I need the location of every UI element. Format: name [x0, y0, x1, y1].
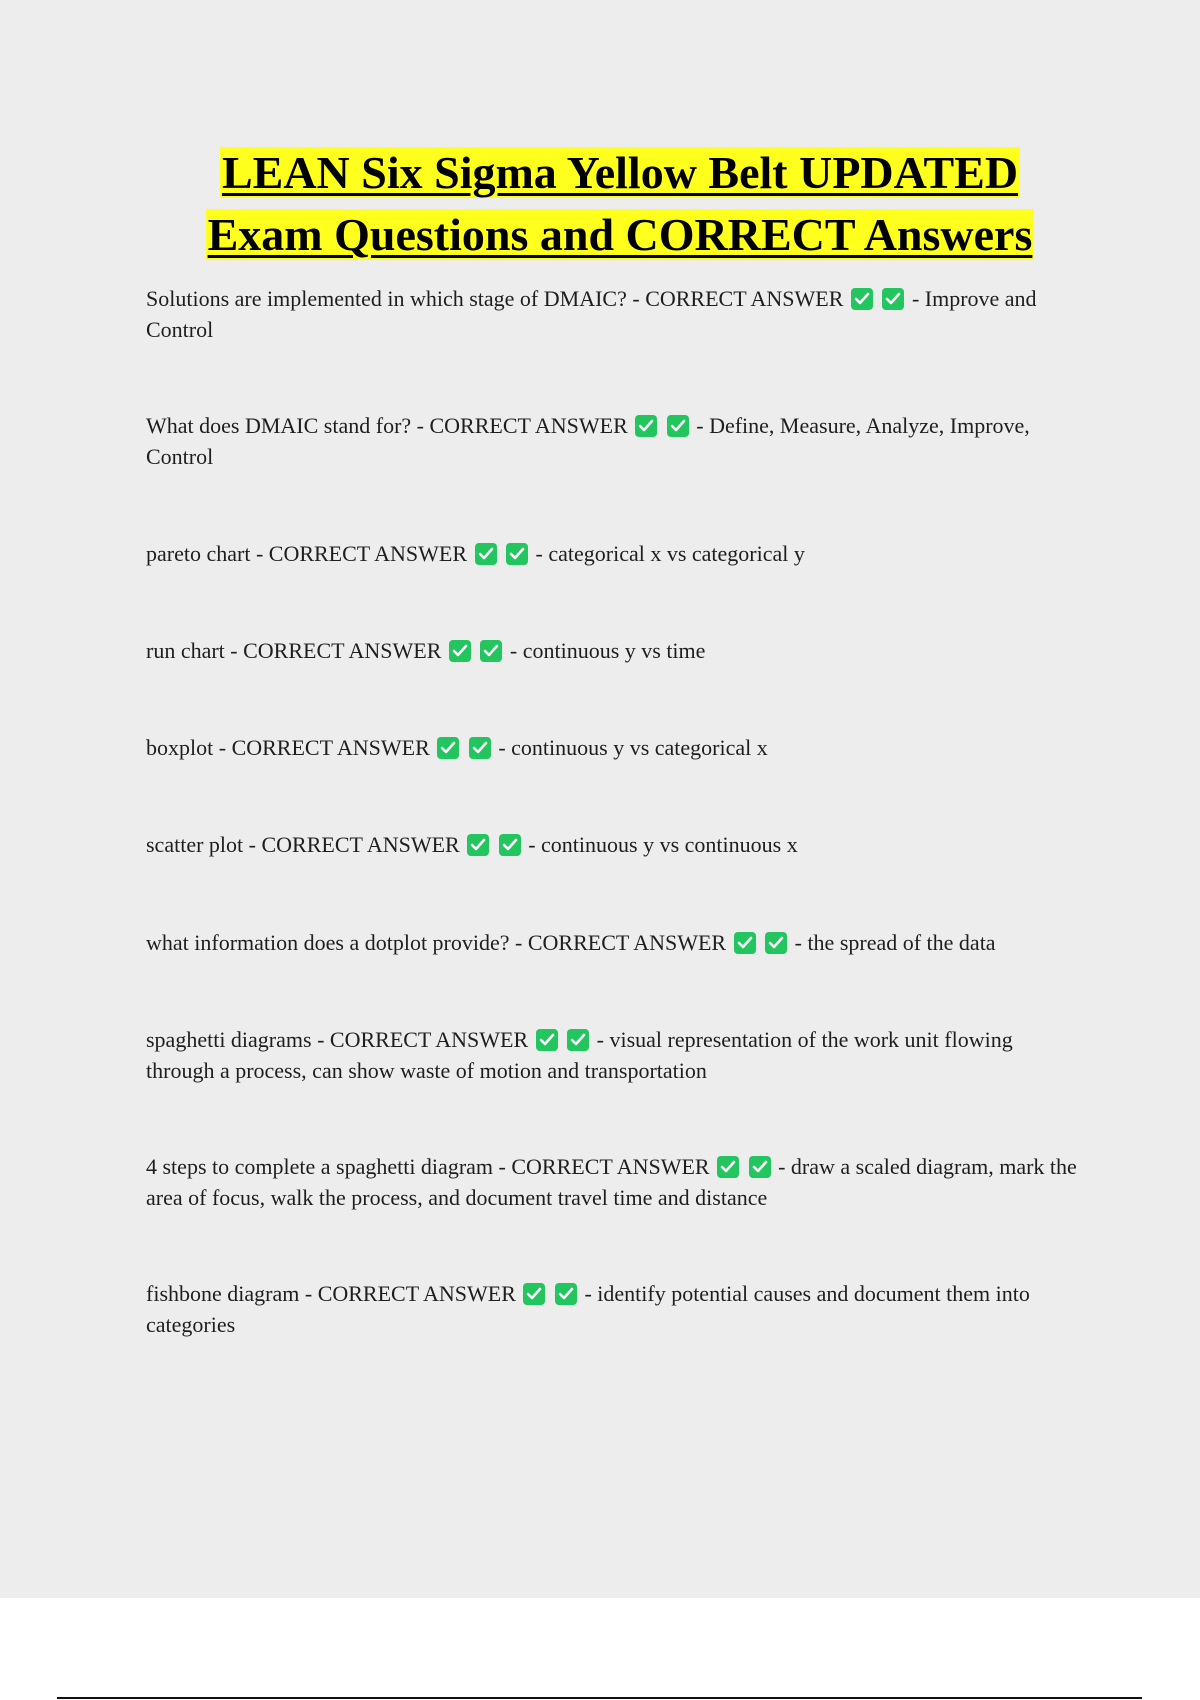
- answer-text: the spread of the data: [807, 930, 996, 955]
- qa-item: What does DMAIC stand for? - CORRECT ANSWER - Define, Measure, Analyze, Improve, Control: [146, 413, 1030, 469]
- correct-answer-label: CORRECT ANSWER: [261, 832, 460, 857]
- qa-item: fishbone diagram - CORRECT ANSWER - identify potential causes and document them into categories: [146, 1281, 1030, 1337]
- question-text: What does DMAIC stand for?: [146, 413, 412, 438]
- question-text: scatter plot: [146, 832, 244, 857]
- question-text: 4 steps to complete a spaghetti diagram: [146, 1154, 494, 1179]
- answer-text: draw a scaled diagram, mark the area of focus, walk the process, and document travel time and distance: [146, 1154, 1077, 1210]
- correct-answer-label: CORRECT ANSWER: [511, 1154, 710, 1179]
- check-mark-icon: [717, 1156, 739, 1178]
- answer-text: identify potential causes and document them into categories: [146, 1281, 1030, 1337]
- question-text: pareto chart: [146, 541, 251, 566]
- qa-item: what information does a dotplot provide? - CORRECT ANSWER - the spread of the data: [146, 930, 996, 955]
- qa-item: pareto chart - CORRECT ANSWER - categorical x vs categorical y: [146, 541, 805, 566]
- answer-text: continuous y vs time: [522, 638, 706, 663]
- correct-answer-label: CORRECT ANSWER: [429, 413, 628, 438]
- answer-text: continuous y vs categorical x: [511, 735, 768, 760]
- check-mark-icon: [506, 543, 528, 565]
- question-text: boxplot: [146, 735, 214, 760]
- qa-item: 4 steps to complete a spaghetti diagram - CORRECT ANSWER - draw a scaled diagram, mark the area of focus, walk the process, and document travel time and distance: [146, 1154, 1077, 1210]
- check-mark-icon: [765, 932, 787, 954]
- check-mark-icon: [480, 640, 502, 662]
- qa-item: run chart - CORRECT ANSWER - continuous y vs time: [146, 638, 706, 663]
- check-mark-icon: [449, 640, 471, 662]
- bottom-divider: [57, 1697, 1142, 1699]
- answer-text: continuous y vs continuous x: [541, 832, 798, 857]
- check-mark-icon: [555, 1283, 577, 1305]
- qa-item: boxplot - CORRECT ANSWER - continuous y vs categorical x: [146, 735, 768, 760]
- check-mark-icon: [635, 415, 657, 437]
- document-title: [0, 142, 1200, 266]
- check-mark-icon: [749, 1156, 771, 1178]
- check-mark-icon: [667, 415, 689, 437]
- check-mark-icon: [475, 543, 497, 565]
- answer-text: categorical x vs categorical y: [548, 541, 805, 566]
- question-text: fishbone diagram: [146, 1281, 300, 1306]
- check-mark-icon: [523, 1283, 545, 1305]
- correct-answer-label: CORRECT ANSWER: [231, 735, 430, 760]
- check-mark-icon: [882, 288, 904, 310]
- title-line-2: Exam Questions and CORRECT Answers: [207, 209, 1033, 260]
- answer-text: Define, Measure, Analyze, Improve, Control: [146, 413, 1030, 469]
- question-text: Solutions are implemented in which stage of DMAIC?: [146, 286, 627, 311]
- correct-answer-label: CORRECT ANSWER: [243, 638, 442, 663]
- correct-answer-label: CORRECT ANSWER: [268, 541, 468, 566]
- check-mark-icon: [734, 932, 756, 954]
- answer-text: Improve and Control: [146, 286, 1037, 342]
- check-mark-icon: [851, 288, 873, 310]
- check-mark-icon: [499, 834, 521, 856]
- qa-item: spaghetti diagrams - CORRECT ANSWER - visual representation of the work unit flowing through a process, can show waste of motion and transportation: [146, 1027, 1013, 1083]
- check-mark-icon: [469, 737, 491, 759]
- question-text: run chart: [146, 638, 225, 663]
- correct-answer-label: CORRECT ANSWER: [329, 1027, 529, 1052]
- correct-answer-label: CORRECT ANSWER: [317, 1281, 516, 1306]
- correct-answer-label: CORRECT ANSWER: [645, 286, 844, 311]
- title-line-1: LEAN Six Sigma Yellow Belt UPDATED: [221, 147, 1019, 198]
- qa-item: Solutions are implemented in which stage of DMAIC? - CORRECT ANSWER - Improve and Control: [146, 286, 1037, 342]
- question-text: what information does a dotplot provide?: [146, 930, 510, 955]
- check-mark-icon: [437, 737, 459, 759]
- answer-text: visual representation of the work unit flowing through a process, can show waste of motion and transportation: [146, 1027, 1013, 1083]
- qa-item: scatter plot - CORRECT ANSWER - continuous y vs continuous x: [146, 832, 798, 857]
- question-text: spaghetti diagrams: [146, 1027, 312, 1052]
- check-mark-icon: [567, 1029, 589, 1051]
- check-mark-icon: [536, 1029, 558, 1051]
- check-mark-icon: [467, 834, 489, 856]
- correct-answer-label: CORRECT ANSWER: [527, 930, 727, 955]
